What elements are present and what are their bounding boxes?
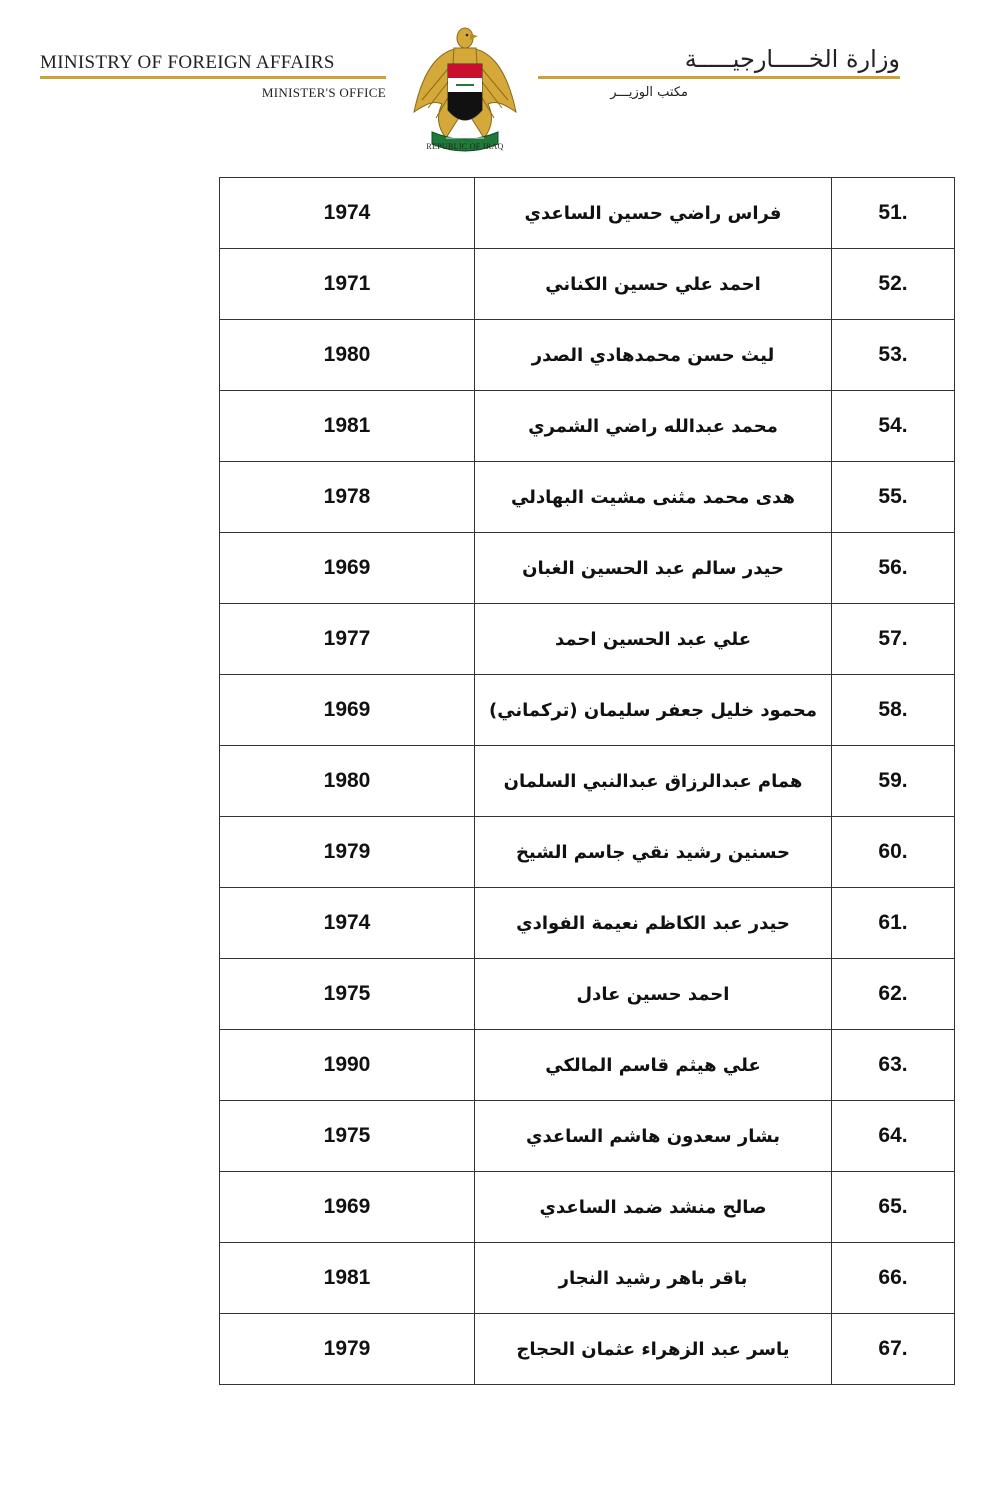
row-number-cell: 57.: [832, 604, 955, 675]
row-number-cell: 61.: [832, 888, 955, 959]
row-number-cell: 53.: [832, 320, 955, 391]
table-row: [220, 604, 955, 675]
row-number-cell: 60.: [832, 817, 955, 888]
birth-year-cell: 1977: [220, 604, 475, 675]
birth-year-cell: 1980: [220, 320, 475, 391]
birth-year-cell: 1969: [220, 533, 475, 604]
names-table-body: [220, 178, 955, 1385]
table-row: [220, 462, 955, 533]
table-row: [220, 888, 955, 959]
full-name-cell: علي عبد الحسين احمد: [475, 604, 832, 675]
full-name-cell: حيدر عبد الكاظم نعيمة الفوادي: [475, 888, 832, 959]
birth-year-cell: 1978: [220, 462, 475, 533]
table-row: [220, 391, 955, 462]
birth-year-cell: 1980: [220, 746, 475, 817]
table-row: [220, 675, 955, 746]
full-name-cell: احمد حسين عادل: [475, 959, 832, 1030]
birth-year-cell: 1979: [220, 817, 475, 888]
table-row: [220, 1030, 955, 1101]
full-name-cell: احمد علي حسين الكناني: [475, 249, 832, 320]
full-name-cell: علي هيثم قاسم المالكي: [475, 1030, 832, 1101]
table-row: [220, 746, 955, 817]
table-row: [220, 533, 955, 604]
full-name-cell: حسنين رشيد نقي جاسم الشيخ: [475, 817, 832, 888]
table-row: [220, 249, 955, 320]
table-row: [220, 1101, 955, 1172]
ministry-header-en: [40, 52, 386, 101]
row-number-cell: 64.: [832, 1101, 955, 1172]
full-name-cell: محمود خليل جعفر سليمان (تركماني): [475, 675, 832, 746]
row-number-cell: 59.: [832, 746, 955, 817]
full-name-cell: هدى محمد مثنى مشيت البهادلي: [475, 462, 832, 533]
ministry-title-en: MINISTRY OF FOREIGN AFFAIRS: [40, 52, 335, 73]
header-divider-ar: [538, 76, 900, 79]
ministry-header-ar: [538, 44, 900, 100]
birth-year-cell: 1971: [220, 249, 475, 320]
row-number-cell: 55.: [832, 462, 955, 533]
iraq-emblem-icon: [412, 20, 518, 158]
row-number-cell: 63.: [832, 1030, 955, 1101]
birth-year-cell: 1974: [220, 888, 475, 959]
table-row: [220, 320, 955, 391]
row-number-cell: 66.: [832, 1243, 955, 1314]
birth-year-cell: 1990: [220, 1030, 475, 1101]
row-number-cell: 54.: [832, 391, 955, 462]
birth-year-cell: 1975: [220, 959, 475, 1030]
full-name-cell: بشار سعدون هاشم الساعدي: [475, 1101, 832, 1172]
office-subtitle-ar: مكتب الوزيـــر: [610, 85, 688, 100]
birth-year-cell: 1979: [220, 1314, 475, 1385]
names-table: [219, 177, 955, 1385]
row-number-cell: 52.: [832, 249, 955, 320]
row-number-cell: 56.: [832, 533, 955, 604]
birth-year-cell: 1975: [220, 1101, 475, 1172]
ministry-title-ar: وزارة الخـــــارجيـــــة: [684, 45, 900, 73]
full-name-cell: ليث حسن محمدهادي الصدر: [475, 320, 832, 391]
table-row: [220, 1172, 955, 1243]
table-row: [220, 959, 955, 1030]
table-row: [220, 178, 955, 249]
row-number-cell: 62.: [832, 959, 955, 1030]
full-name-cell: همام عبدالرزاق عبدالنبي السلمان: [475, 746, 832, 817]
full-name-cell: باقر باهر رشيد النجار: [475, 1243, 832, 1314]
birth-year-cell: 1981: [220, 1243, 475, 1314]
row-number-cell: 67.: [832, 1314, 955, 1385]
birth-year-cell: 1974: [220, 178, 475, 249]
full-name-cell: ياسر عبد الزهراء عثمان الحجاج: [475, 1314, 832, 1385]
row-number-cell: 51.: [832, 178, 955, 249]
birth-year-cell: 1969: [220, 1172, 475, 1243]
full-name-cell: صالح منشد ضمد الساعدي: [475, 1172, 832, 1243]
row-number-cell: 58.: [832, 675, 955, 746]
full-name-cell: محمد عبدالله راضي الشمري: [475, 391, 832, 462]
office-subtitle-en: MINISTER'S OFFICE: [261, 85, 386, 100]
emblem-caption: REPUBLIC OF IRAQ: [426, 142, 504, 151]
birth-year-cell: 1969: [220, 675, 475, 746]
full-name-cell: حيدر سالم عبد الحسين الغبان: [475, 533, 832, 604]
table-row: [220, 1314, 955, 1385]
birth-year-cell: 1981: [220, 391, 475, 462]
table-row: [220, 1243, 955, 1314]
row-number-cell: 65.: [832, 1172, 955, 1243]
table-row: [220, 817, 955, 888]
full-name-cell: فراس راضي حسين الساعدي: [475, 178, 832, 249]
header-divider-en: [40, 76, 386, 79]
